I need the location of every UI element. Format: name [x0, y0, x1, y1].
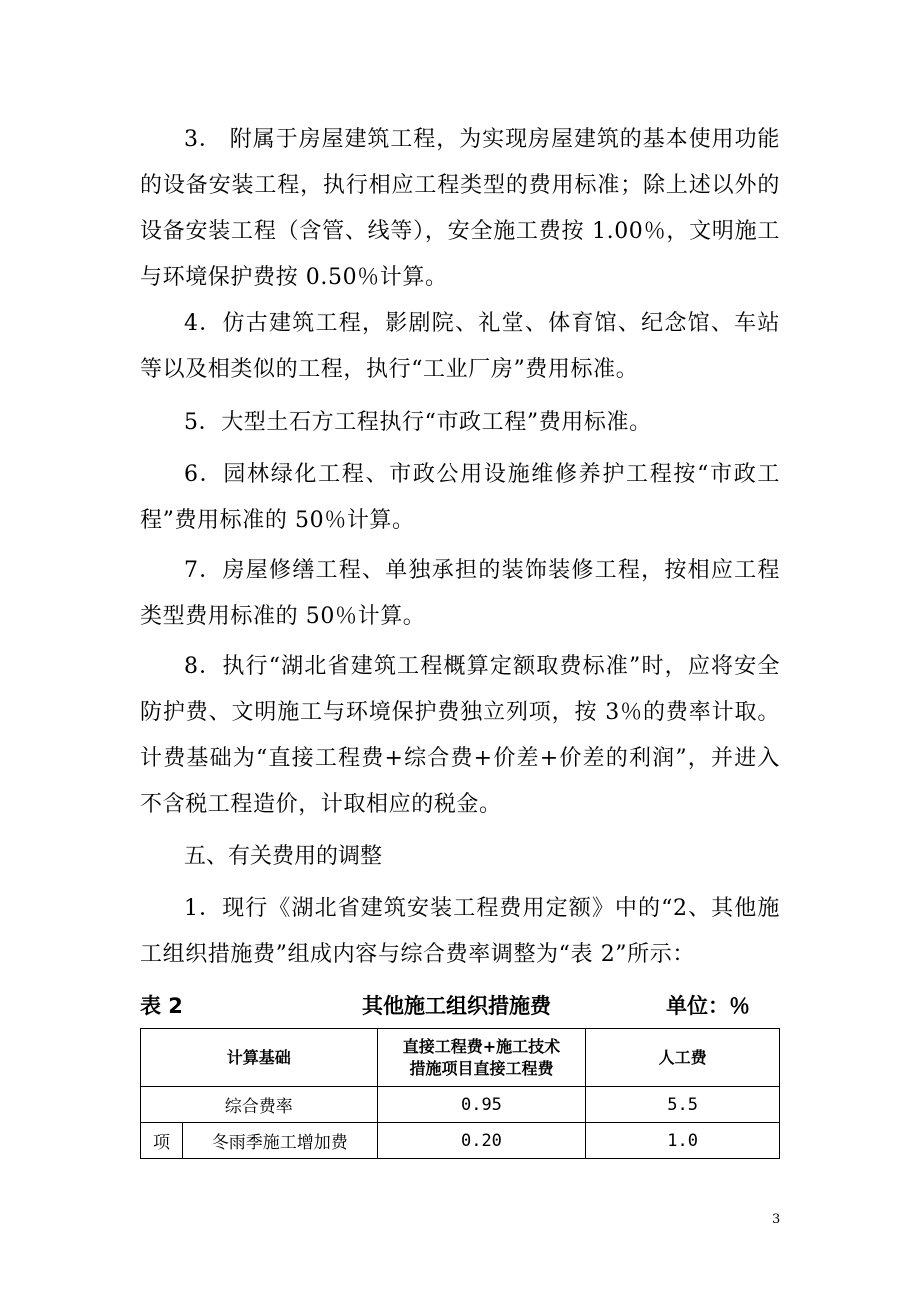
table-row: [141, 1123, 780, 1159]
paragraph-3: 3． 附属于房屋建筑工程，为实现房屋建筑的基本使用功能的设备安装工程，执行相应工程类型的费用标准；除上述以外的设备安装工程（含管、线等），安全施工费按 1.00％，文明施工与环境保护费按 0.50％计算。: [140, 127, 780, 290]
row-value-labor: 1.0: [586, 1123, 780, 1159]
fee-table: [140, 1028, 780, 1159]
row-label: 综合费率: [141, 1087, 378, 1123]
section-heading: 五、有关费用的调整: [184, 844, 383, 869]
row-value-direct: 0.20: [377, 1123, 586, 1159]
paragraph-6: 6．园林绿化工程、市政公用设施维修养护工程按“市政工程”费用标准的 50％计算。: [140, 462, 780, 533]
header-labor-cost: 人工费: [586, 1029, 780, 1087]
row-value-direct: 0.95: [377, 1087, 586, 1123]
page-number: 3: [772, 1212, 781, 1227]
table-title: 其他施工组织措施费: [362, 994, 551, 1018]
table-unit: 单位：％: [666, 994, 750, 1018]
header-direct-cost-line2: 措施项目直接工程费: [409, 1058, 554, 1078]
paragraph-5: 5．大型土石方工程执行“市政工程”费用标准。: [184, 410, 652, 435]
table-label: 表 2: [140, 994, 183, 1018]
paragraph-adjust: 1．现行《湖北省建筑安装工程费用定额》中的“2、其他施工组织措施费”组成内容与综合费率调整为“表 2”所示：: [140, 896, 780, 967]
header-direct-cost-line1: 直接工程费+施工技术: [402, 1036, 561, 1056]
row-label: 冬雨季施工增加费: [182, 1123, 377, 1159]
header-direct-cost: [377, 1029, 586, 1087]
table-caption: [140, 990, 780, 1020]
row-value-labor: 5.5: [586, 1087, 780, 1123]
header-basis: 计算基础: [141, 1029, 378, 1087]
table-row: [141, 1087, 780, 1123]
paragraph-7: 7．房屋修缮工程、单独承担的装饰装修工程，按相应工程类型费用标准的 50％计算。: [140, 558, 780, 629]
paragraph-4: 4．仿古建筑工程，影剧院、礼堂、体育馆、纪念馆、车站等以及相类似的工程，执行“工业厂房”费用标准。: [140, 311, 780, 382]
row-group-label: 项: [141, 1123, 183, 1159]
table-header-row: [141, 1029, 780, 1087]
paragraph-8: 8．执行“湖北省建筑工程概算定额取费标准”时，应将安全防护费、文明施工与环境保护费独立列项，按 3％的费率计取。计费基础为“直接工程费+综合费+价差+价差的利润”，并进入不含税工程造价，计取相应的税金。: [140, 654, 780, 817]
